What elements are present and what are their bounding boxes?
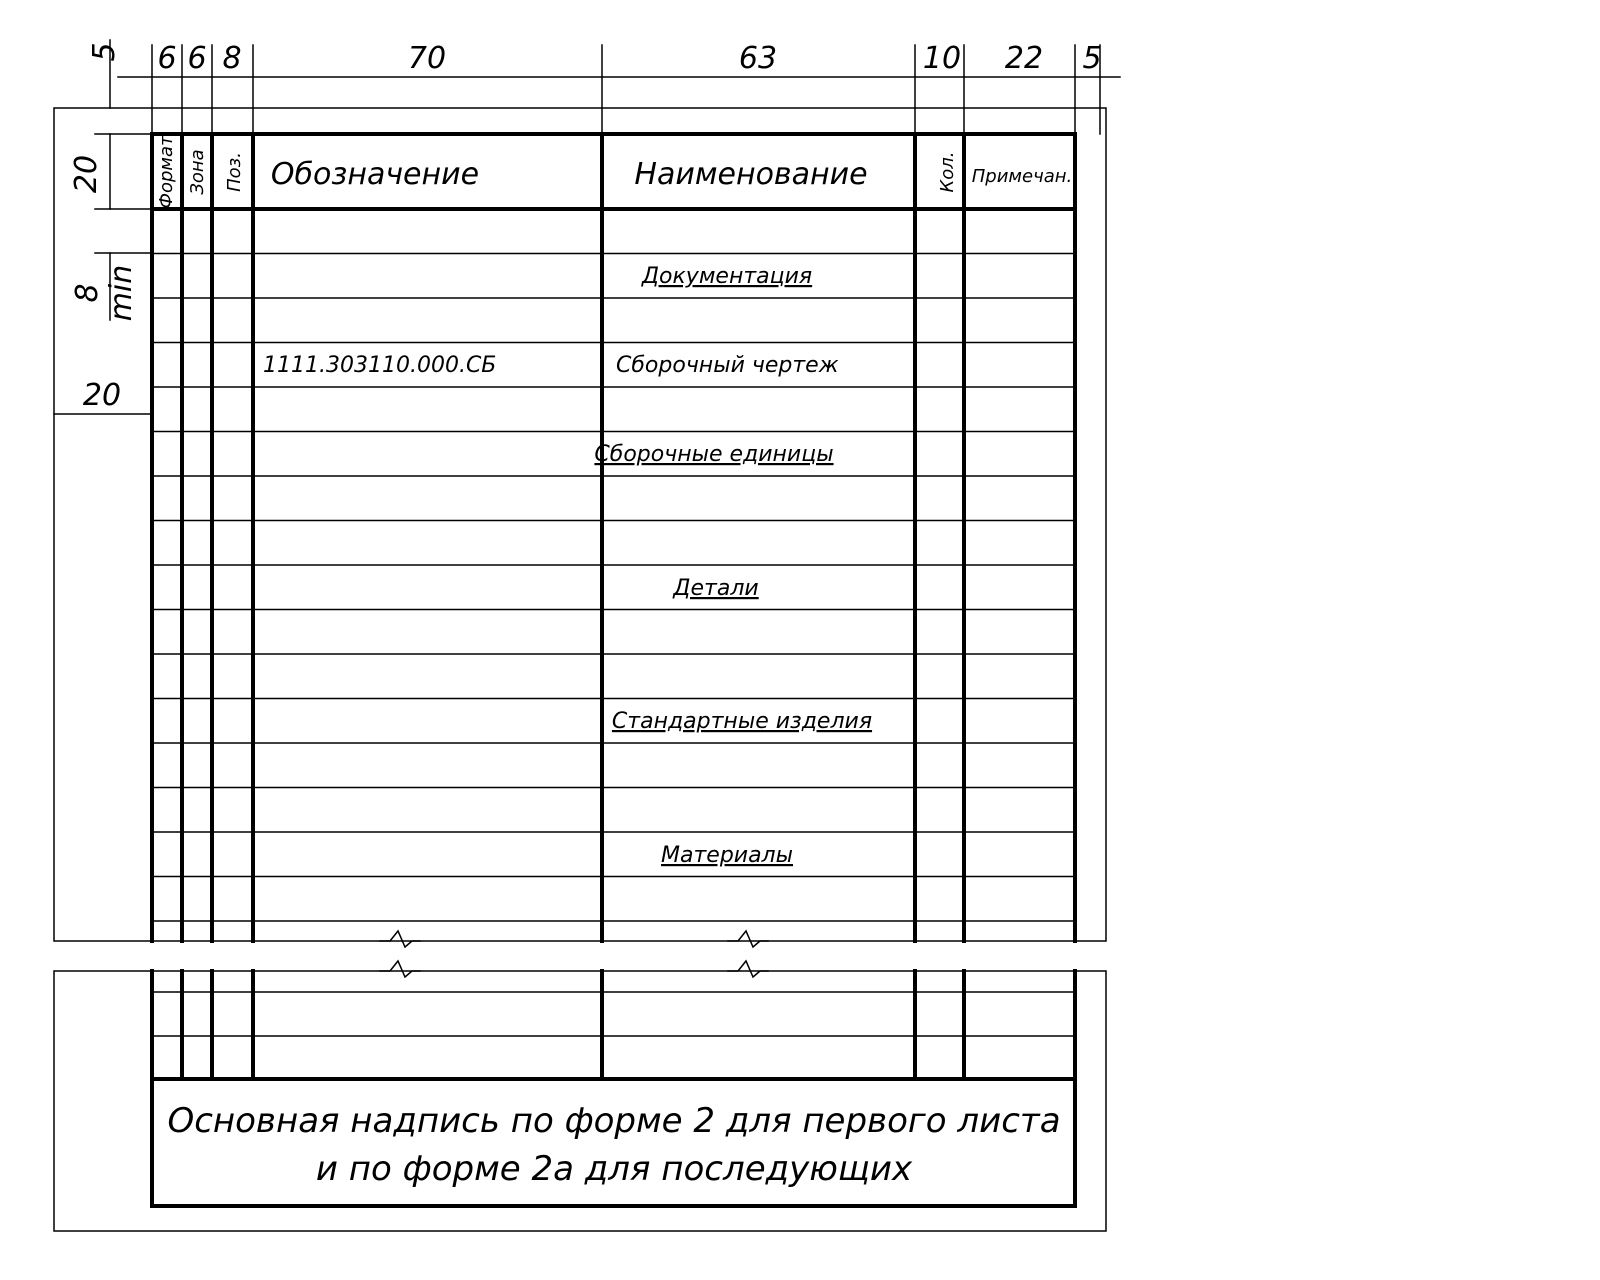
break-mark-upper-right <box>728 931 768 947</box>
section-documentation: Документация <box>641 264 813 289</box>
header-quantity: Кол. <box>937 151 958 193</box>
name-assembly-drawing: Сборочный чертеж <box>616 353 839 378</box>
dim-margin-20: 20 <box>82 378 122 413</box>
designation-assembly-drawing: 1111.303110.000.СБ <box>263 353 497 378</box>
break-mark-lower-right <box>728 961 768 977</box>
header-note: Примечан. <box>971 166 1073 187</box>
dim-top-6-format: 6 <box>157 41 177 76</box>
section-parts: Детали <box>673 576 759 601</box>
section-assembly-units: Сборочные единицы <box>594 442 834 467</box>
title-block-line-1: Основная надпись по форме 2 для первого листа <box>167 1101 1061 1141</box>
left-dimensions <box>54 40 150 414</box>
section-materials: Материалы <box>661 843 793 868</box>
table-entries <box>263 264 872 868</box>
dim-top-63: 63 <box>738 41 778 76</box>
dim-top-10: 10 <box>922 41 962 76</box>
header-designation: Обозначение <box>270 157 480 192</box>
dim-top-22: 22 <box>1004 41 1044 76</box>
upper-table-grid <box>152 134 1075 941</box>
top-dimensions <box>87 41 1120 134</box>
break-mark-upper-left <box>380 931 420 947</box>
dim-row-8: 8 <box>70 283 105 303</box>
dim-top-6-zone: 6 <box>187 41 207 76</box>
break-marks <box>380 931 768 977</box>
break-mark-lower-left <box>380 961 420 977</box>
section-standard-items: Стандартные изделия <box>611 709 873 734</box>
title-block-line-2: и по форме 2а для последующих <box>315 1149 913 1189</box>
dim-header-20: 20 <box>69 154 104 194</box>
dim-top-5-right: 5 <box>1082 41 1102 76</box>
header-zone: Зона <box>187 149 208 195</box>
header-name: Наименование <box>634 157 868 192</box>
dim-top-70: 70 <box>407 41 447 76</box>
title-block <box>167 1101 1060 1189</box>
dim-top-5-left: 5 <box>87 42 122 62</box>
table-header <box>156 135 1072 209</box>
dim-row-min: min <box>104 264 139 322</box>
header-format: Формат <box>156 135 177 209</box>
dim-top-8-pos: 8 <box>222 41 242 76</box>
header-position: Поз. <box>224 152 245 192</box>
